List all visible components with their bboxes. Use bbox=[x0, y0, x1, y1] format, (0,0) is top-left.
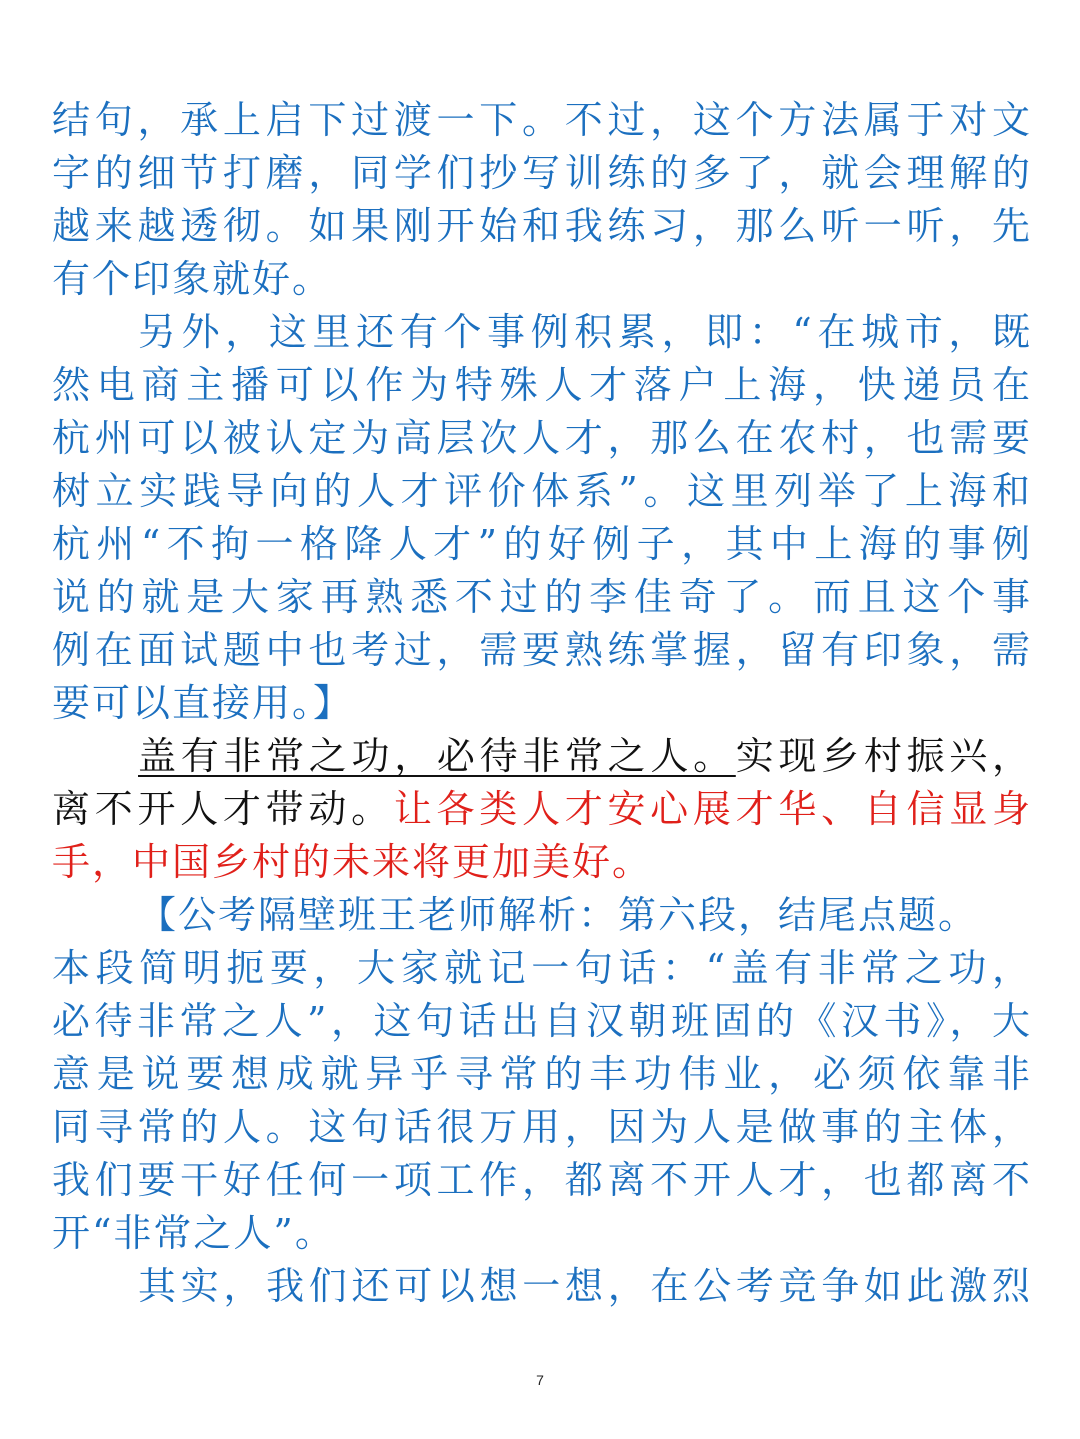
body-line-2 bbox=[52, 783, 1032, 836]
commentary-line-4: 有个印象就好。 bbox=[52, 257, 333, 301]
analysis-line-7: 开“非常之人”。 bbox=[52, 1211, 335, 1255]
body-text: 离不开人才带动。 bbox=[52, 787, 394, 831]
commentary-line-5: 另外，这里还有个事例积累，即：“在城市，既 bbox=[138, 310, 1032, 354]
quote-underlined: 盖有非常之功，必待非常之人。 bbox=[138, 734, 736, 778]
commentary-line-10: 说的就是大家再熟悉不过的李佳奇了。而且这个事 bbox=[52, 575, 1032, 619]
emphasis-line: 手，中国乡村的未来将更加美好。 bbox=[52, 840, 653, 884]
analysis-line-3: 必待非常之人”，这句话出自汉朝班固的《汉书》，大 bbox=[52, 999, 1032, 1043]
analysis-line-5: 同寻常的人。这句话很万用，因为人是做事的主体， bbox=[52, 1105, 1032, 1149]
commentary-line-6: 然电商主播可以作为特殊人才落户上海，快递员在 bbox=[52, 363, 1032, 407]
analysis-line-2: 本段简明扼要，大家就记一句话：“盖有非常之功， bbox=[52, 946, 1032, 990]
commentary-line-12: 要可以直接用。】 bbox=[52, 681, 354, 725]
analysis-line-1: 【公考隔壁班王老师解析：第六段，结尾点题。 bbox=[138, 893, 979, 937]
emphasis-text: 让各类人才安心展才华、自信显身 bbox=[393, 787, 1032, 831]
commentary-line-9: 杭州“不拘一格降人才”的好例子，其中上海的事例 bbox=[52, 522, 1032, 566]
commentary-line-3: 越来越透彻。如果刚开始和我练习，那么听一听，先 bbox=[52, 204, 1032, 248]
body-line-1 bbox=[52, 730, 1032, 783]
document-page bbox=[52, 94, 1032, 1313]
commentary-line-1: 结句，承上启下过渡一下。不过，这个方法属于对文 bbox=[52, 98, 1032, 142]
commentary-line-7: 杭州可以被认定为高层次人才，那么在农村，也需要 bbox=[52, 416, 1032, 460]
analysis-line-8: 其实，我们还可以想一想，在公考竞争如此激烈 bbox=[138, 1264, 1032, 1308]
commentary-line-2: 字的细节打磨，同学们抄写训练的多了，就会理解的 bbox=[52, 151, 1032, 195]
commentary-line-8: 树立实践导向的人才评价体系”。这里列举了上海和 bbox=[52, 469, 1032, 513]
analysis-line-6: 我们要干好任何一项工作，都离不开人才，也都离不 bbox=[52, 1158, 1032, 1202]
body-text: 实现乡村振兴， bbox=[735, 734, 1032, 778]
analysis-line-4: 意是说要想成就异乎寻常的丰功伟业，必须依靠非 bbox=[52, 1052, 1032, 1096]
page-number: 7 bbox=[536, 1372, 544, 1388]
commentary-line-11: 例在面试题中也考过，需要熟练掌握，留有印象，需 bbox=[52, 628, 1032, 672]
